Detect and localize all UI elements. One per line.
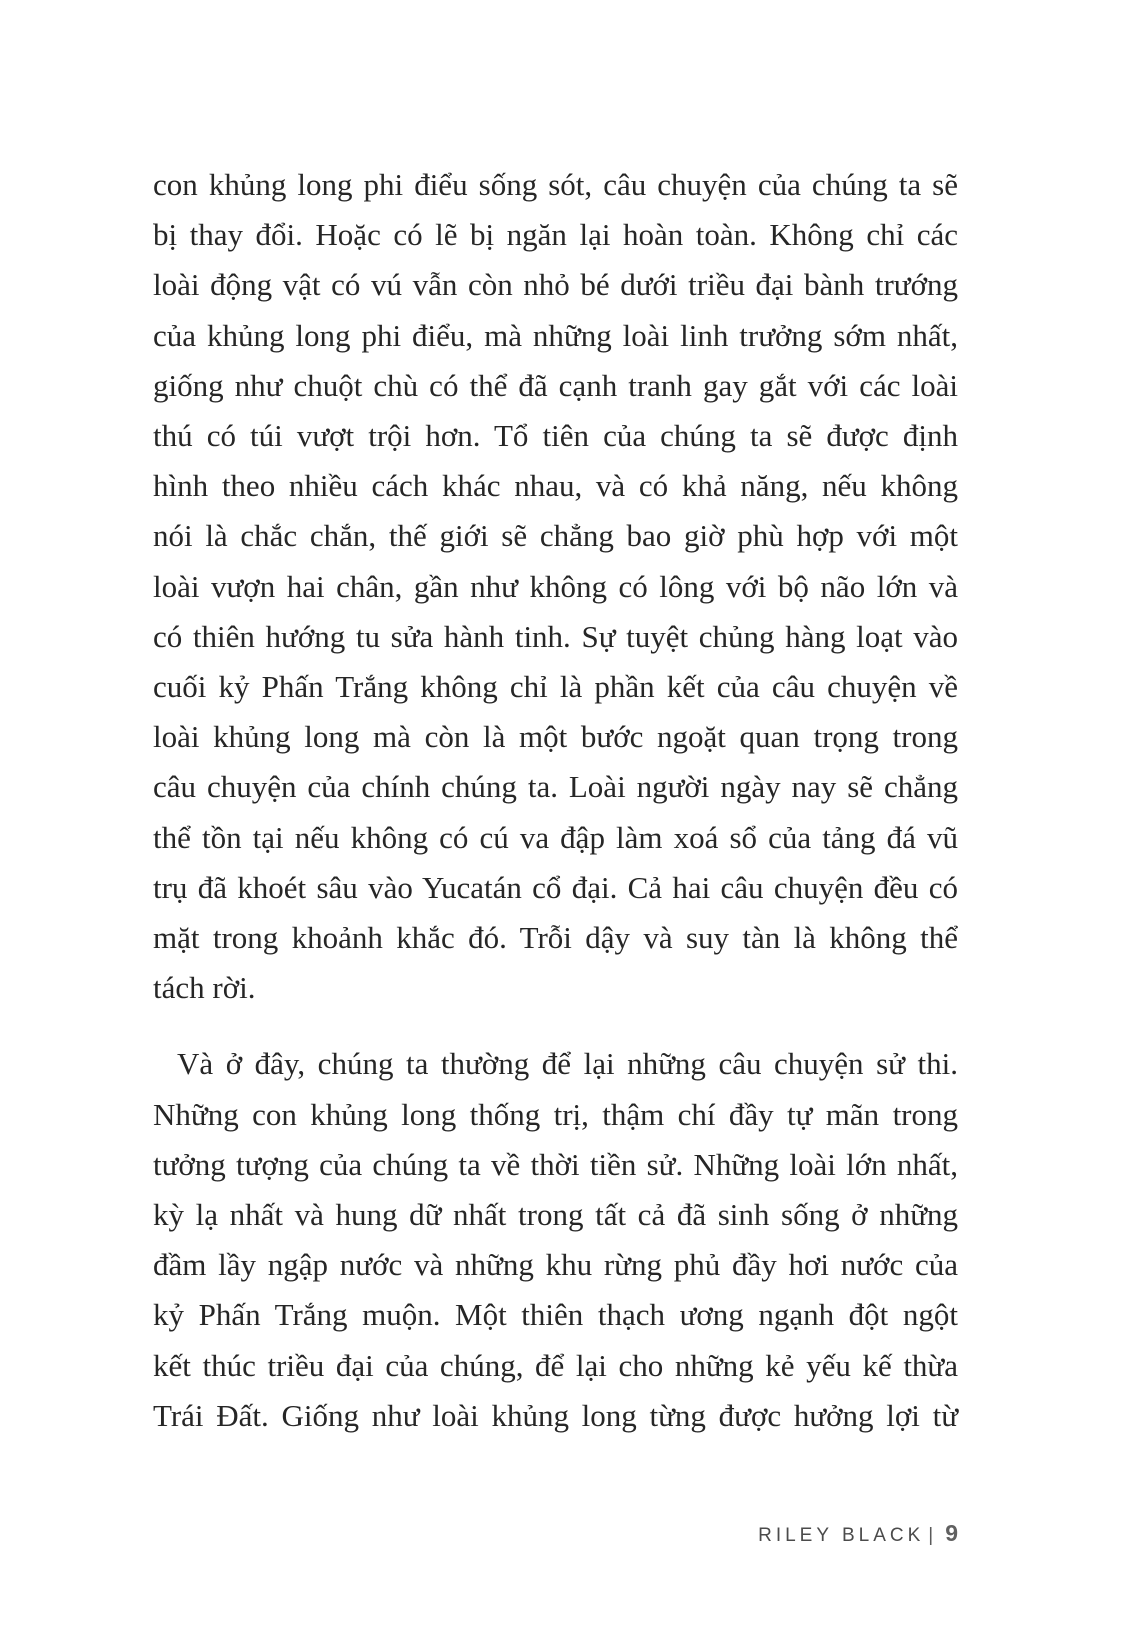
running-footer-author: RILEY BLACK <box>758 1525 925 1546</box>
text-line: đầm lầy ngập nước và những khu rừng phủ đầy hơi nước của <box>153 1247 958 1283</box>
text-line: kết thúc triều đại của chúng, để lại cho những kẻ yếu kế thừa <box>153 1347 958 1383</box>
page-footer <box>758 1520 958 1547</box>
text-line: nói là chắc chắn, thế giới sẽ chẳng bao giờ phù hợp với một <box>153 518 958 554</box>
text-line: Trái Đất. Giống như loài khủng long từng được hưởng lợi từ <box>153 1397 958 1433</box>
text-line: hình theo nhiều cách khác nhau, và có khả năng, nếu không <box>153 468 958 504</box>
text-line: của khủng long phi điểu, mà những loài linh trưởng sớm nhất, <box>153 317 958 353</box>
text-line: cuối kỷ Phấn Trắng không chỉ là phần kết của câu chuyện về <box>153 669 958 705</box>
text-line: câu chuyện của chính chúng ta. Loài người ngày nay sẽ chẳng <box>153 769 958 805</box>
text-line: có thiên hướng tu sửa hành tinh. Sự tuyệt chủng hàng loạt vào <box>153 618 958 654</box>
footer-separator: | <box>928 1525 938 1546</box>
page-number: 9 <box>945 1520 958 1546</box>
paragraph <box>153 1039 958 1441</box>
text-line: kỷ Phấn Trắng muộn. Một thiên thạch ương ngạnh đột ngột <box>153 1297 958 1333</box>
text-line: kỳ lạ nhất và hung dữ nhất trong tất cả đã sinh sống ở những <box>153 1197 958 1233</box>
text-line: bị thay đổi. Hoặc có lẽ bị ngăn lại hoàn toàn. Không chỉ các <box>153 217 958 253</box>
text-line: Và ở đây, chúng ta thường để lại những câu chuyện sử thi. <box>177 1046 958 1082</box>
text-line: giống như chuột chù có thể đã cạnh tranh gay gắt với các loài <box>153 367 958 403</box>
text-line: loài động vật có vú vẫn còn nhỏ bé dưới triều đại bành trướng <box>153 267 958 303</box>
text-line: thú có túi vượt trội hơn. Tổ tiên của chúng ta sẽ được định <box>153 418 958 454</box>
text-line: thể tồn tại nếu không có cú va đập làm xoá sổ của tảng đá vũ <box>153 819 958 855</box>
text-line: mặt trong khoảnh khắc đó. Trỗi dậy và suy tàn là không thể <box>153 920 958 956</box>
text-line: trụ đã khoét sâu vào Yucatán cổ đại. Cả hai câu chuyện đều có <box>153 869 958 905</box>
text-line: tách rời. <box>153 970 256 1006</box>
paragraph-continuation <box>153 160 958 1013</box>
text-line: loài khủng long mà còn là một bước ngoặt quan trọng trong <box>153 719 958 755</box>
text-line: con khủng long phi điểu sống sót, câu chuyện của chúng ta sẽ <box>153 167 958 202</box>
body-text <box>153 160 958 1441</box>
text-line: loài vượn hai chân, gần như không có lông với bộ não lớn và <box>153 568 958 604</box>
text-line: Những con khủng long thống trị, thậm chí đầy tự mãn trong <box>153 1096 958 1132</box>
text-line: tưởng tượng của chúng ta về thời tiền sử. Những loài lớn nhất, <box>153 1146 958 1182</box>
